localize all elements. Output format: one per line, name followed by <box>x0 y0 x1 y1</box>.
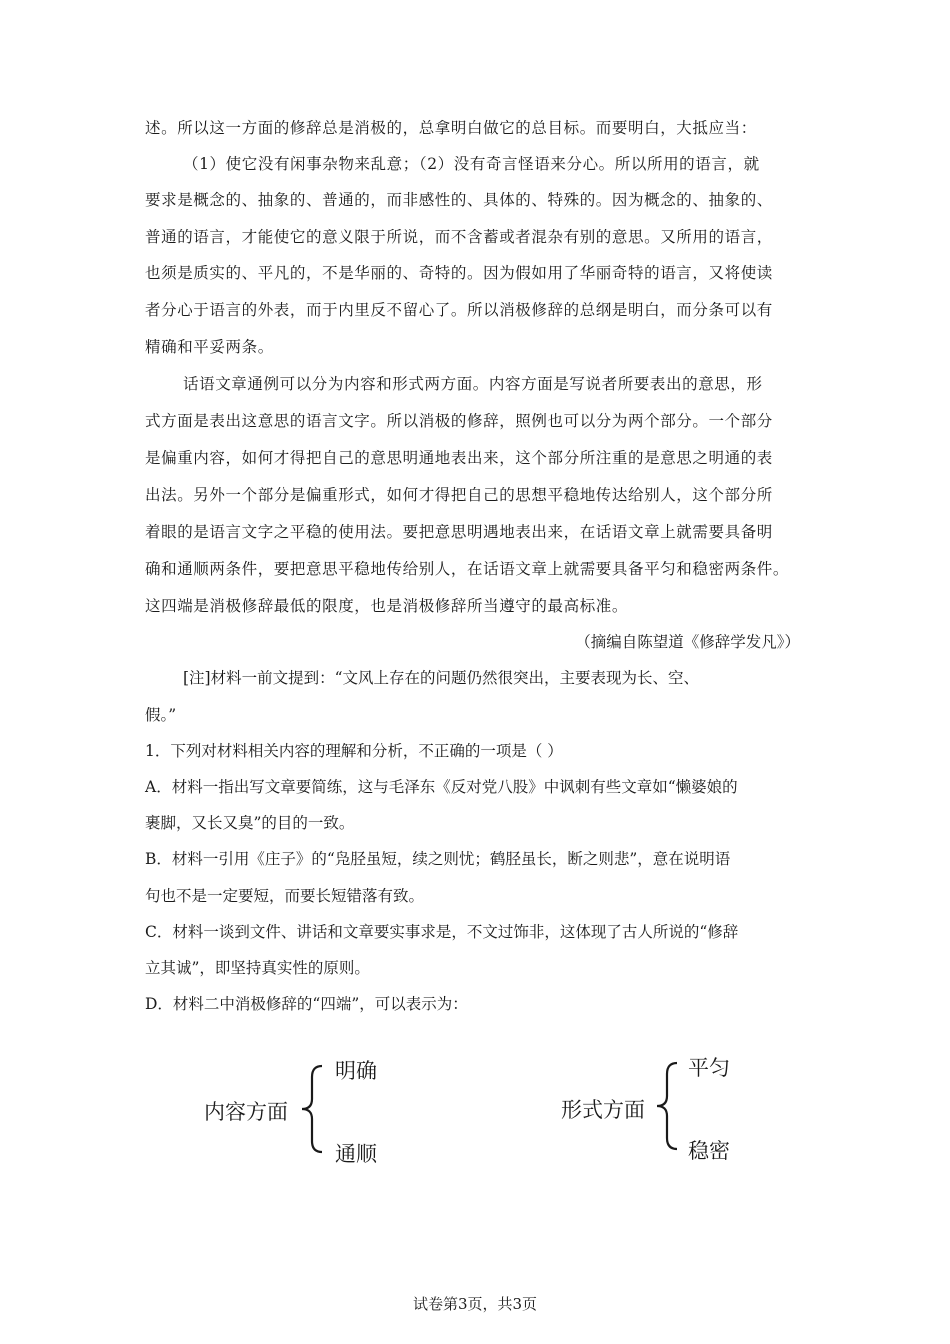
content-aspect-bottom: 通顺 <box>335 1142 377 1166</box>
option-c: 立其诚”，即坚持真实性的原则。 <box>145 959 370 977</box>
passage-line: 也须是质实的、平凡的，不是华丽的、奇特的。因为假如用了华丽奇特的语言，又将使读 <box>145 264 773 282</box>
content-aspect-label: 内容方面 <box>204 1100 288 1124</box>
form-aspect-label: 形式方面 <box>561 1098 645 1122</box>
passage-line: 是偏重内容，如何才得把自己的意思明通地表出来，这个部分所注重的是意思之明通的表 <box>145 449 773 467</box>
content-aspect-top: 明确 <box>335 1059 377 1083</box>
passage-line: 者分心于语言的外表，而于内里反不留心了。所以消极修辞的总纲是明白，而分条可以有 <box>145 301 773 319</box>
passage-line: 确和通顺两条件，要把意思平稳地传给别人，在话语文章上就需要具备平匀和稳密两条件。 <box>145 560 790 578</box>
option-b: B．材料一引用《庄子》的“凫胫虽短，续之则忧；鹤胫虽长，断之则悲”，意在说明语 <box>145 850 731 868</box>
option-c: C．材料一谈到文件、讲话和文章要实事求是，不文过饰非，这体现了古人所说的“修辞 <box>145 923 739 941</box>
form-aspect-bottom: 稳密 <box>688 1139 730 1163</box>
page-footer: 试卷第3页，共3页 <box>412 1295 538 1313</box>
passage-line: 这四端是消极修辞最低的限度，也是消极修辞所当遵守的最高标准。 <box>145 597 629 615</box>
passage-line: 着眼的是语言文字之平稳的使用法。要把意思明遇地表出来，在话语文章上就需要具备明 <box>145 523 773 541</box>
passage-source: （摘编自陈望道《修辞学发凡》） <box>575 633 800 651</box>
passage-line: （1）使它没有闲事杂物来乱意；（2）没有奇言怪语来分心。所以所用的语言，就 <box>183 155 760 173</box>
left-brace-icon <box>296 1063 326 1155</box>
passage-line: 话语文章通例可以分为内容和形式两方面。内容方面是写说者所要表出的意思，形 <box>183 375 763 393</box>
option-b: 句也不是一定要短，而要长短错落有致。 <box>145 887 425 905</box>
passage-line: 要求是概念的、抽象的、普通的，而非感性的、具体的、特殊的。因为概念的、抽象的、 <box>145 191 773 209</box>
option-d: D．材料二中消极修辞的“四端”，可以表示为： <box>145 995 468 1013</box>
passage-line: 式方面是表出这意思的语言文字。所以消极的修辞，照例也可以分为两个部分。一个部分 <box>145 412 773 430</box>
note-line: [注]材料一前文提到：“文风上存在的问题仍然很突出，主要表现为长、空、 <box>183 669 700 687</box>
note-line: 假。” <box>145 706 177 724</box>
question-stem: 1．下列对材料相关内容的理解和分析，不正确的一项是（ ） <box>145 742 563 760</box>
passage-line: 精确和平妥两条。 <box>145 338 274 356</box>
passage-line: 普通的语言，才能使它的意义限于所说，而不含蓄或者混杂有别的意思。又所用的语言， <box>145 228 773 246</box>
option-a: 裹脚，又长又臭”的目的一致。 <box>145 814 355 832</box>
passage-line: 述。所以这一方面的修辞总是消极的，总拿明白做它的总目标。而要明白，大抵应当： <box>145 119 757 137</box>
passage-line: 出法。另外一个部分是偏重形式，如何才得把自己的思想平稳地传达给别人，这个部分所 <box>145 486 773 504</box>
option-a: A．材料一指出写文章要简练，这与毛泽东《反对党八股》中讽刺有些文章如“懒婆娘的 <box>145 778 738 796</box>
left-brace-icon <box>651 1060 681 1152</box>
form-aspect-top: 平匀 <box>688 1056 730 1080</box>
